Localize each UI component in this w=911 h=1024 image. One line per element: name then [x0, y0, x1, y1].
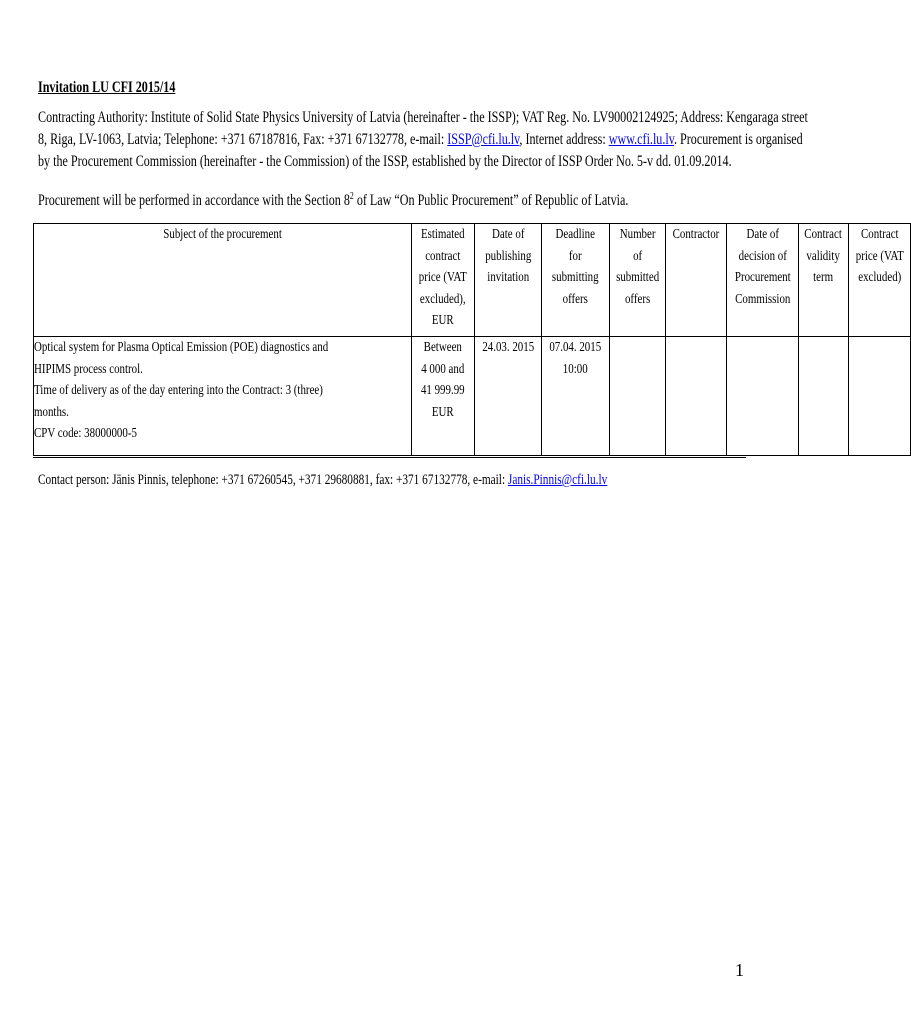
cell-estimated-price: Between 4 000 and 41 999.99 EUR — [412, 337, 475, 456]
header-validity-term: Contract validity term — [799, 224, 848, 337]
law-paragraph — [38, 190, 628, 211]
header-number-of-offers: Number of submitted offers — [609, 224, 665, 337]
procurement-organised-text: . Procurement is organised — [673, 131, 803, 148]
header-subject: Subject of the procurement — [34, 224, 412, 337]
cell-subject: Optical system for Plasma Optical Emission (POE) diagnostics and HIPIMS process control. Time of delivery as of the day entering into the Contract: 3 (three) months. CPV code: 38000000-5 — [34, 337, 412, 456]
header-contract-price: Contract price (VAT excluded) — [848, 224, 911, 337]
table-header-row — [34, 224, 911, 337]
contact-person-text: Contact person: Jānis Pinnis, telephone: +371 67260545, +371 29680881, fax: +371 67132778, e-mail: — [38, 472, 508, 488]
header-publishing-date: Date of publishing invitation — [474, 224, 542, 337]
page-number: 1 — [735, 960, 744, 980]
header-deadline: Deadline for submitting offers — [542, 224, 610, 337]
contracting-authority-line-2-text: 8, Riga, LV-1063, Latvia; Telephone: +371 67187816, Fax: +371 67132778, e-mail: — [38, 131, 448, 148]
section-superscript: 2 — [349, 190, 354, 202]
law-paragraph-text-end: of Law “On Public Procurement” of Republic of Latvia. — [353, 192, 629, 209]
law-paragraph-text: Procurement will be performed in accordance with the Section 8 — [38, 192, 350, 209]
cell-decision-date — [726, 337, 799, 456]
header-decision-date: Date of decision of Procurement Commission — [726, 224, 799, 337]
invitation-title: Invitation LU CFI 2015/14 — [38, 79, 176, 96]
header-estimated-price: Estimated contract price (VAT excluded), EUR — [412, 224, 475, 337]
contracting-authority-line-3: by the Procurement Commission (hereinafter - the Commission) of the ISSP, established by the Director of ISSP Order No. 5-v dd. 01.09.2014. — [38, 153, 732, 170]
contact-email-link[interactable]: Janis.Pinnis@cfi.lu.lv — [507, 472, 608, 488]
cell-number-of-offers — [609, 337, 665, 456]
contact-person — [38, 472, 607, 489]
cell-deadline: 07.04. 2015 10:00 — [542, 337, 610, 456]
internet-address-label: , Internet address: — [519, 131, 609, 148]
issp-email-link[interactable]: ISSP@cfi.lu.lv — [447, 131, 520, 148]
website-link[interactable]: www.cfi.lu.lv — [608, 131, 674, 148]
cell-publishing-date: 24.03. 2015 — [474, 337, 542, 456]
cell-contractor — [665, 337, 726, 456]
cell-contract-price — [848, 337, 911, 456]
cell-validity-term — [799, 337, 848, 456]
contracting-authority-line-2 — [38, 129, 803, 150]
header-contractor: Contractor — [665, 224, 726, 337]
procurement-table — [33, 223, 911, 456]
table-bottom-rule — [33, 457, 746, 458]
table-row — [34, 337, 911, 456]
contracting-authority-line-1: Contracting Authority: Institute of Solid State Physics University of Latvia (hereinafter - the ISSP); VAT Reg. No. LV90002124925; Address: Kengaraga street — [38, 109, 808, 126]
